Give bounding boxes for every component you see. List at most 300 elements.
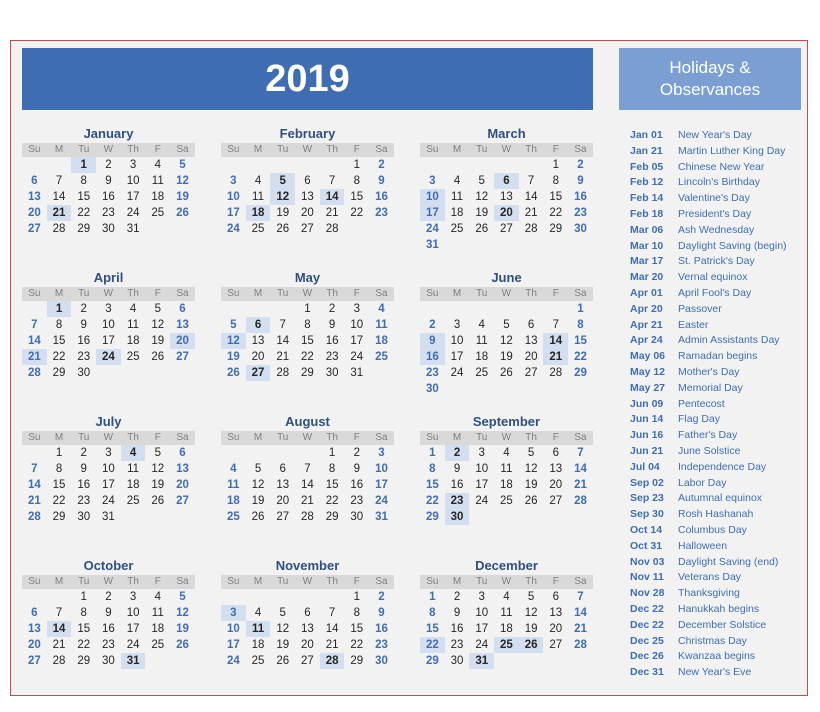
day-cell: 26 — [226, 367, 240, 379]
week-row — [22, 605, 195, 621]
day-cell: 2 — [577, 159, 584, 171]
day-cell: 30 — [425, 383, 439, 395]
day-cell: 23 — [375, 639, 388, 651]
week-row — [420, 509, 593, 525]
month-name: May — [294, 270, 321, 285]
day-cell: 30 — [77, 367, 91, 379]
week-row — [221, 493, 394, 509]
day-cell: 7 — [328, 175, 336, 187]
day-cell: 25 — [151, 639, 165, 651]
day-cell: 1 — [429, 447, 436, 459]
day-cell: 31 — [375, 511, 388, 523]
day-cell: 4 — [230, 463, 237, 475]
weekday-label: M — [452, 144, 462, 155]
day-cell: 3 — [478, 591, 485, 603]
empty-day-cell — [543, 653, 568, 669]
weekday-label: W — [501, 576, 512, 587]
day-cell: 16 — [77, 335, 91, 347]
month-february — [221, 126, 394, 237]
day-cell: 12 — [151, 463, 165, 475]
day-cell: 29 — [574, 367, 587, 379]
empty-day-cell — [170, 365, 195, 381]
day-cell: 26 — [524, 495, 538, 507]
weekday-label: Sa — [574, 144, 587, 155]
weekday-label: Th — [326, 576, 338, 587]
day-cell: 1 — [429, 591, 436, 603]
week-row — [22, 621, 195, 637]
day-cell: 21 — [301, 495, 314, 507]
day-cell: 21 — [574, 479, 587, 491]
day-cell: 5 — [270, 173, 295, 189]
weekday-label: Su — [227, 432, 240, 443]
day-cell: 22 — [77, 639, 91, 651]
weekday-label: Th — [525, 288, 537, 299]
weekday-label: M — [253, 288, 263, 299]
day-cell: 14 — [27, 335, 41, 347]
holiday-row — [621, 286, 807, 302]
weekday-label: Su — [28, 144, 41, 155]
day-cell: 18 — [126, 479, 140, 491]
day-cell: 25 — [251, 223, 265, 235]
weekday-header — [221, 143, 394, 157]
empty-day-cell — [270, 445, 295, 461]
weekday-label: Su — [426, 288, 439, 299]
week-row — [221, 477, 394, 493]
holiday-row — [621, 144, 807, 160]
day-cell: 28 — [320, 653, 345, 669]
holiday-date: Apr 01 — [630, 286, 663, 299]
weekday-label: M — [253, 576, 263, 587]
holiday-row — [621, 223, 807, 239]
day-cell: 25 — [226, 511, 240, 523]
weekday-label: Tu — [476, 432, 488, 443]
weekday-header — [221, 575, 394, 589]
month-june — [420, 270, 593, 397]
holiday-name: Ramadan begins — [678, 350, 758, 363]
empty-day-cell — [270, 589, 295, 605]
day-cell: 7 — [31, 319, 38, 331]
day-cell: 29 — [301, 367, 314, 379]
day-cell: 24 — [475, 495, 489, 507]
month-october — [22, 558, 195, 669]
holiday-row — [621, 618, 807, 634]
day-cell: 2 — [378, 591, 385, 603]
holiday-name: St. Patrick's Day — [678, 255, 755, 268]
week-row — [22, 653, 195, 669]
day-cell: 21 — [22, 349, 47, 365]
weekday-label: Tu — [277, 288, 289, 299]
day-cell: 1 — [353, 591, 360, 603]
empty-day-cell — [519, 381, 544, 397]
weekday-header — [420, 143, 593, 157]
weekday-label: Th — [127, 576, 139, 587]
day-cell: 10 — [102, 463, 115, 475]
week-row — [420, 173, 593, 189]
day-cell: 22 — [52, 351, 66, 363]
week-row — [221, 349, 394, 365]
day-cell: 3 — [221, 605, 246, 621]
empty-day-cell — [170, 653, 195, 669]
day-cell: 19 — [475, 207, 489, 219]
empty-day-cell — [420, 301, 445, 317]
day-cell: 11 — [246, 621, 271, 637]
day-cell: 11 — [127, 463, 140, 475]
empty-day-cell — [221, 301, 246, 317]
holiday-row — [621, 428, 807, 444]
empty-day-cell — [145, 221, 170, 237]
day-cell: 26 — [151, 495, 165, 507]
holiday-name: Hanukkah begins — [678, 602, 760, 615]
day-cell: 12 — [270, 189, 295, 205]
day-cell: 5 — [254, 463, 262, 475]
day-cell: 25 — [475, 367, 489, 379]
day-cell: 17 — [475, 479, 489, 491]
day-cell: 20 — [176, 479, 189, 491]
day-cell: 20 — [170, 333, 195, 349]
day-cell: 25 — [375, 351, 388, 363]
day-cell: 10 — [475, 607, 489, 619]
day-cell: 8 — [55, 319, 63, 331]
holidays-header-line-1: Holidays & — [669, 58, 751, 77]
day-cell: 1 — [47, 301, 72, 317]
weekday-header — [221, 287, 394, 301]
day-cell: 7 — [279, 319, 286, 331]
day-cell: 26 — [276, 223, 290, 235]
weekday-label: Sa — [375, 144, 388, 155]
day-cell: 17 — [102, 479, 115, 491]
week-row — [22, 493, 195, 509]
holiday-name: Vernal equinox — [678, 271, 748, 284]
day-cell: 3 — [453, 319, 461, 331]
week-row — [420, 333, 593, 349]
empty-day-cell — [494, 157, 519, 173]
week-row — [22, 157, 195, 173]
holiday-date: Dec 22 — [630, 618, 664, 631]
day-cell: 23 — [445, 493, 470, 509]
empty-day-cell — [320, 589, 345, 605]
weekday-label: Su — [227, 576, 240, 587]
day-cell: 19 — [226, 351, 240, 363]
holiday-row — [621, 239, 807, 255]
day-cell: 6 — [304, 175, 311, 187]
day-cell: 17 — [420, 205, 445, 221]
empty-day-cell — [543, 237, 568, 253]
holiday-date: Jun 14 — [630, 413, 664, 426]
day-cell: 16 — [420, 349, 445, 365]
month-march — [420, 126, 593, 253]
day-cell: 9 — [353, 463, 360, 475]
day-cell: 16 — [450, 623, 464, 635]
holiday-date: Sep 02 — [630, 476, 664, 489]
empty-day-cell — [295, 589, 320, 605]
empty-day-cell — [469, 157, 494, 173]
month-name: February — [279, 126, 336, 141]
week-row — [221, 445, 394, 461]
day-cell: 20 — [27, 639, 41, 651]
empty-day-cell — [494, 237, 519, 253]
holiday-date: Jun 21 — [630, 444, 664, 457]
day-cell: 22 — [52, 495, 66, 507]
empty-day-cell — [121, 509, 146, 525]
weekday-header — [420, 575, 593, 589]
weekday-label: F — [353, 144, 360, 155]
week-row — [22, 365, 195, 381]
empty-day-cell — [568, 509, 593, 525]
empty-day-cell — [246, 157, 271, 173]
day-cell: 24 — [102, 495, 115, 507]
holiday-name: Rosh Hashanah — [678, 508, 754, 521]
week-row — [221, 189, 394, 205]
week-row — [420, 461, 593, 477]
weekday-label: F — [552, 288, 559, 299]
day-cell: 16 — [574, 191, 587, 203]
day-cell: 17 — [226, 207, 240, 219]
holiday-date: Sep 30 — [630, 508, 664, 521]
day-cell: 5 — [179, 591, 186, 603]
weekday-label: Su — [227, 288, 240, 299]
day-cell: 24 — [450, 367, 464, 379]
day-cell: 10 — [420, 189, 445, 205]
day-cell: 14 — [574, 607, 587, 619]
day-cell: 14 — [325, 623, 339, 635]
day-cell: 9 — [105, 607, 112, 619]
week-row — [221, 221, 394, 237]
empty-day-cell — [145, 509, 170, 525]
day-cell: 9 — [328, 319, 336, 331]
day-cell: 10 — [102, 319, 115, 331]
day-cell: 30 — [375, 655, 388, 667]
holiday-date: Apr 24 — [630, 334, 663, 347]
holiday-row — [621, 570, 807, 586]
day-cell: 6 — [179, 303, 186, 315]
week-row — [221, 653, 394, 669]
day-cell: 31 — [425, 239, 439, 251]
day-cell: 7 — [31, 463, 38, 475]
day-cell: 5 — [527, 447, 535, 459]
day-cell: 18 — [500, 479, 513, 491]
day-cell: 2 — [80, 303, 87, 315]
week-row — [420, 205, 593, 221]
day-cell: 4 — [378, 303, 385, 315]
holiday-date: Dec 25 — [630, 634, 664, 647]
weekday-header — [22, 575, 195, 589]
day-cell: 14 — [543, 333, 568, 349]
day-cell: 22 — [574, 351, 587, 363]
day-cell: 4 — [503, 591, 510, 603]
day-cell: 25 — [494, 637, 519, 653]
month-september — [420, 414, 593, 525]
week-row — [420, 349, 593, 365]
day-cell: 8 — [353, 607, 360, 619]
holiday-row — [621, 460, 807, 476]
day-cell: 21 — [325, 639, 339, 651]
day-cell: 29 — [77, 655, 91, 667]
day-cell: 20 — [276, 495, 290, 507]
day-cell: 29 — [425, 511, 439, 523]
empty-day-cell — [246, 445, 271, 461]
day-cell: 10 — [450, 335, 464, 347]
holiday-row — [621, 649, 807, 665]
holiday-row — [621, 476, 807, 492]
day-cell: 25 — [126, 351, 140, 363]
holiday-name: Memorial Day — [678, 381, 743, 394]
week-row — [221, 317, 394, 333]
day-cell: 18 — [126, 335, 140, 347]
day-cell: 2 — [453, 591, 461, 603]
weekday-label: Th — [326, 288, 338, 299]
weekday-label: Su — [28, 576, 41, 587]
empty-day-cell — [519, 653, 544, 669]
week-row — [22, 189, 195, 205]
holiday-name: Admin Assistants Day — [678, 334, 780, 347]
day-cell: 13 — [524, 335, 538, 347]
day-cell: 9 — [453, 463, 461, 475]
weekday-label: M — [452, 288, 462, 299]
day-cell: 16 — [102, 191, 115, 203]
empty-day-cell — [145, 653, 170, 669]
holiday-name: Chinese New Year — [678, 160, 765, 173]
weekday-label: Tu — [78, 432, 90, 443]
day-cell: 30 — [102, 655, 115, 667]
day-cell: 12 — [221, 333, 246, 349]
empty-day-cell — [469, 381, 494, 397]
holiday-row — [621, 349, 807, 365]
weekday-label: Su — [426, 576, 439, 587]
day-cell: 6 — [246, 317, 271, 333]
day-cell: 12 — [524, 463, 538, 475]
holiday-row — [621, 523, 807, 539]
day-cell: 15 — [350, 191, 364, 203]
empty-day-cell — [22, 589, 47, 605]
day-cell: 26 — [276, 655, 290, 667]
empty-day-cell — [96, 365, 121, 381]
day-cell: 24 — [425, 223, 439, 235]
day-cell: 5 — [503, 319, 510, 331]
month-may — [221, 270, 394, 381]
day-cell: 15 — [77, 623, 91, 635]
week-row — [221, 173, 394, 189]
day-cell: 22 — [549, 207, 563, 219]
weekday-label: M — [54, 288, 64, 299]
day-cell: 7 — [328, 607, 336, 619]
holiday-name: Kwanzaa begins — [678, 650, 756, 663]
day-cell: 9 — [80, 463, 87, 475]
holiday-row — [621, 507, 807, 523]
day-cell: 6 — [31, 607, 38, 619]
day-cell: 15 — [350, 623, 364, 635]
day-cell: 11 — [151, 175, 164, 187]
holiday-date: Feb 05 — [630, 160, 664, 173]
holiday-date: Mar 20 — [630, 271, 664, 284]
day-cell: 18 — [226, 495, 240, 507]
day-cell: 12 — [251, 479, 265, 491]
week-row — [420, 445, 593, 461]
day-cell: 26 — [176, 207, 189, 219]
day-cell: 23 — [325, 351, 339, 363]
weekday-label: Th — [525, 432, 537, 443]
weekday-header — [22, 431, 195, 445]
day-cell: 26 — [176, 639, 189, 651]
day-cell: 6 — [552, 447, 559, 459]
weekday-label: Th — [326, 144, 338, 155]
holiday-name: Father's Day — [678, 429, 738, 442]
month-april — [22, 270, 195, 381]
empty-day-cell — [221, 589, 246, 605]
month-august — [221, 414, 394, 525]
holiday-row — [621, 665, 807, 681]
day-cell: 22 — [425, 495, 439, 507]
weekday-label: F — [353, 576, 360, 587]
empty-day-cell — [295, 157, 320, 173]
empty-day-cell — [270, 157, 295, 173]
day-cell: 15 — [52, 479, 66, 491]
day-cell: 12 — [524, 607, 538, 619]
weekday-label: W — [103, 144, 114, 155]
day-cell: 2 — [353, 447, 360, 459]
weekday-label: Tu — [476, 288, 488, 299]
day-cell: 6 — [179, 447, 186, 459]
holiday-name: Columbus Day — [678, 523, 747, 536]
weekday-label: F — [154, 288, 161, 299]
holiday-row — [621, 333, 807, 349]
day-cell: 18 — [251, 639, 265, 651]
day-cell: 17 — [126, 191, 140, 203]
weekday-label: W — [302, 576, 313, 587]
holiday-name: Christmas Day — [678, 634, 747, 647]
day-cell: 13 — [301, 623, 314, 635]
holiday-row — [621, 318, 807, 334]
day-cell: 24 — [226, 655, 240, 667]
day-cell: 30 — [445, 509, 470, 525]
empty-day-cell — [543, 381, 568, 397]
month-name: April — [93, 270, 124, 285]
empty-day-cell — [369, 221, 394, 237]
day-cell: 27 — [301, 655, 314, 667]
day-cell: 18 — [151, 623, 165, 635]
day-cell: 30 — [574, 223, 587, 235]
holiday-name: Passover — [678, 302, 722, 315]
day-cell: 26 — [519, 637, 544, 653]
day-cell: 21 — [325, 207, 339, 219]
day-cell: 7 — [55, 607, 63, 619]
day-cell: 7 — [55, 175, 63, 187]
day-cell: 2 — [328, 303, 336, 315]
month-name: November — [275, 558, 340, 573]
weekday-label: M — [54, 432, 64, 443]
day-cell: 18 — [450, 207, 464, 219]
holiday-name: Martin Luther King Day — [678, 144, 786, 157]
holiday-row — [621, 602, 807, 618]
day-cell: 23 — [102, 639, 115, 651]
day-cell: 15 — [325, 479, 339, 491]
day-cell: 4 — [129, 303, 137, 315]
day-cell: 19 — [276, 207, 290, 219]
empty-day-cell — [246, 301, 271, 317]
week-row — [420, 157, 593, 173]
day-cell: 24 — [226, 223, 240, 235]
day-cell: 10 — [126, 175, 140, 187]
empty-day-cell — [445, 157, 470, 173]
weekday-label: Sa — [375, 576, 388, 587]
weekday-header — [420, 431, 593, 445]
day-cell: 1 — [80, 591, 87, 603]
day-cell: 21 — [276, 351, 290, 363]
day-cell: 19 — [524, 623, 538, 635]
day-cell: 2 — [105, 591, 112, 603]
day-cell: 3 — [478, 447, 485, 459]
empty-day-cell — [469, 237, 494, 253]
empty-day-cell — [221, 445, 246, 461]
